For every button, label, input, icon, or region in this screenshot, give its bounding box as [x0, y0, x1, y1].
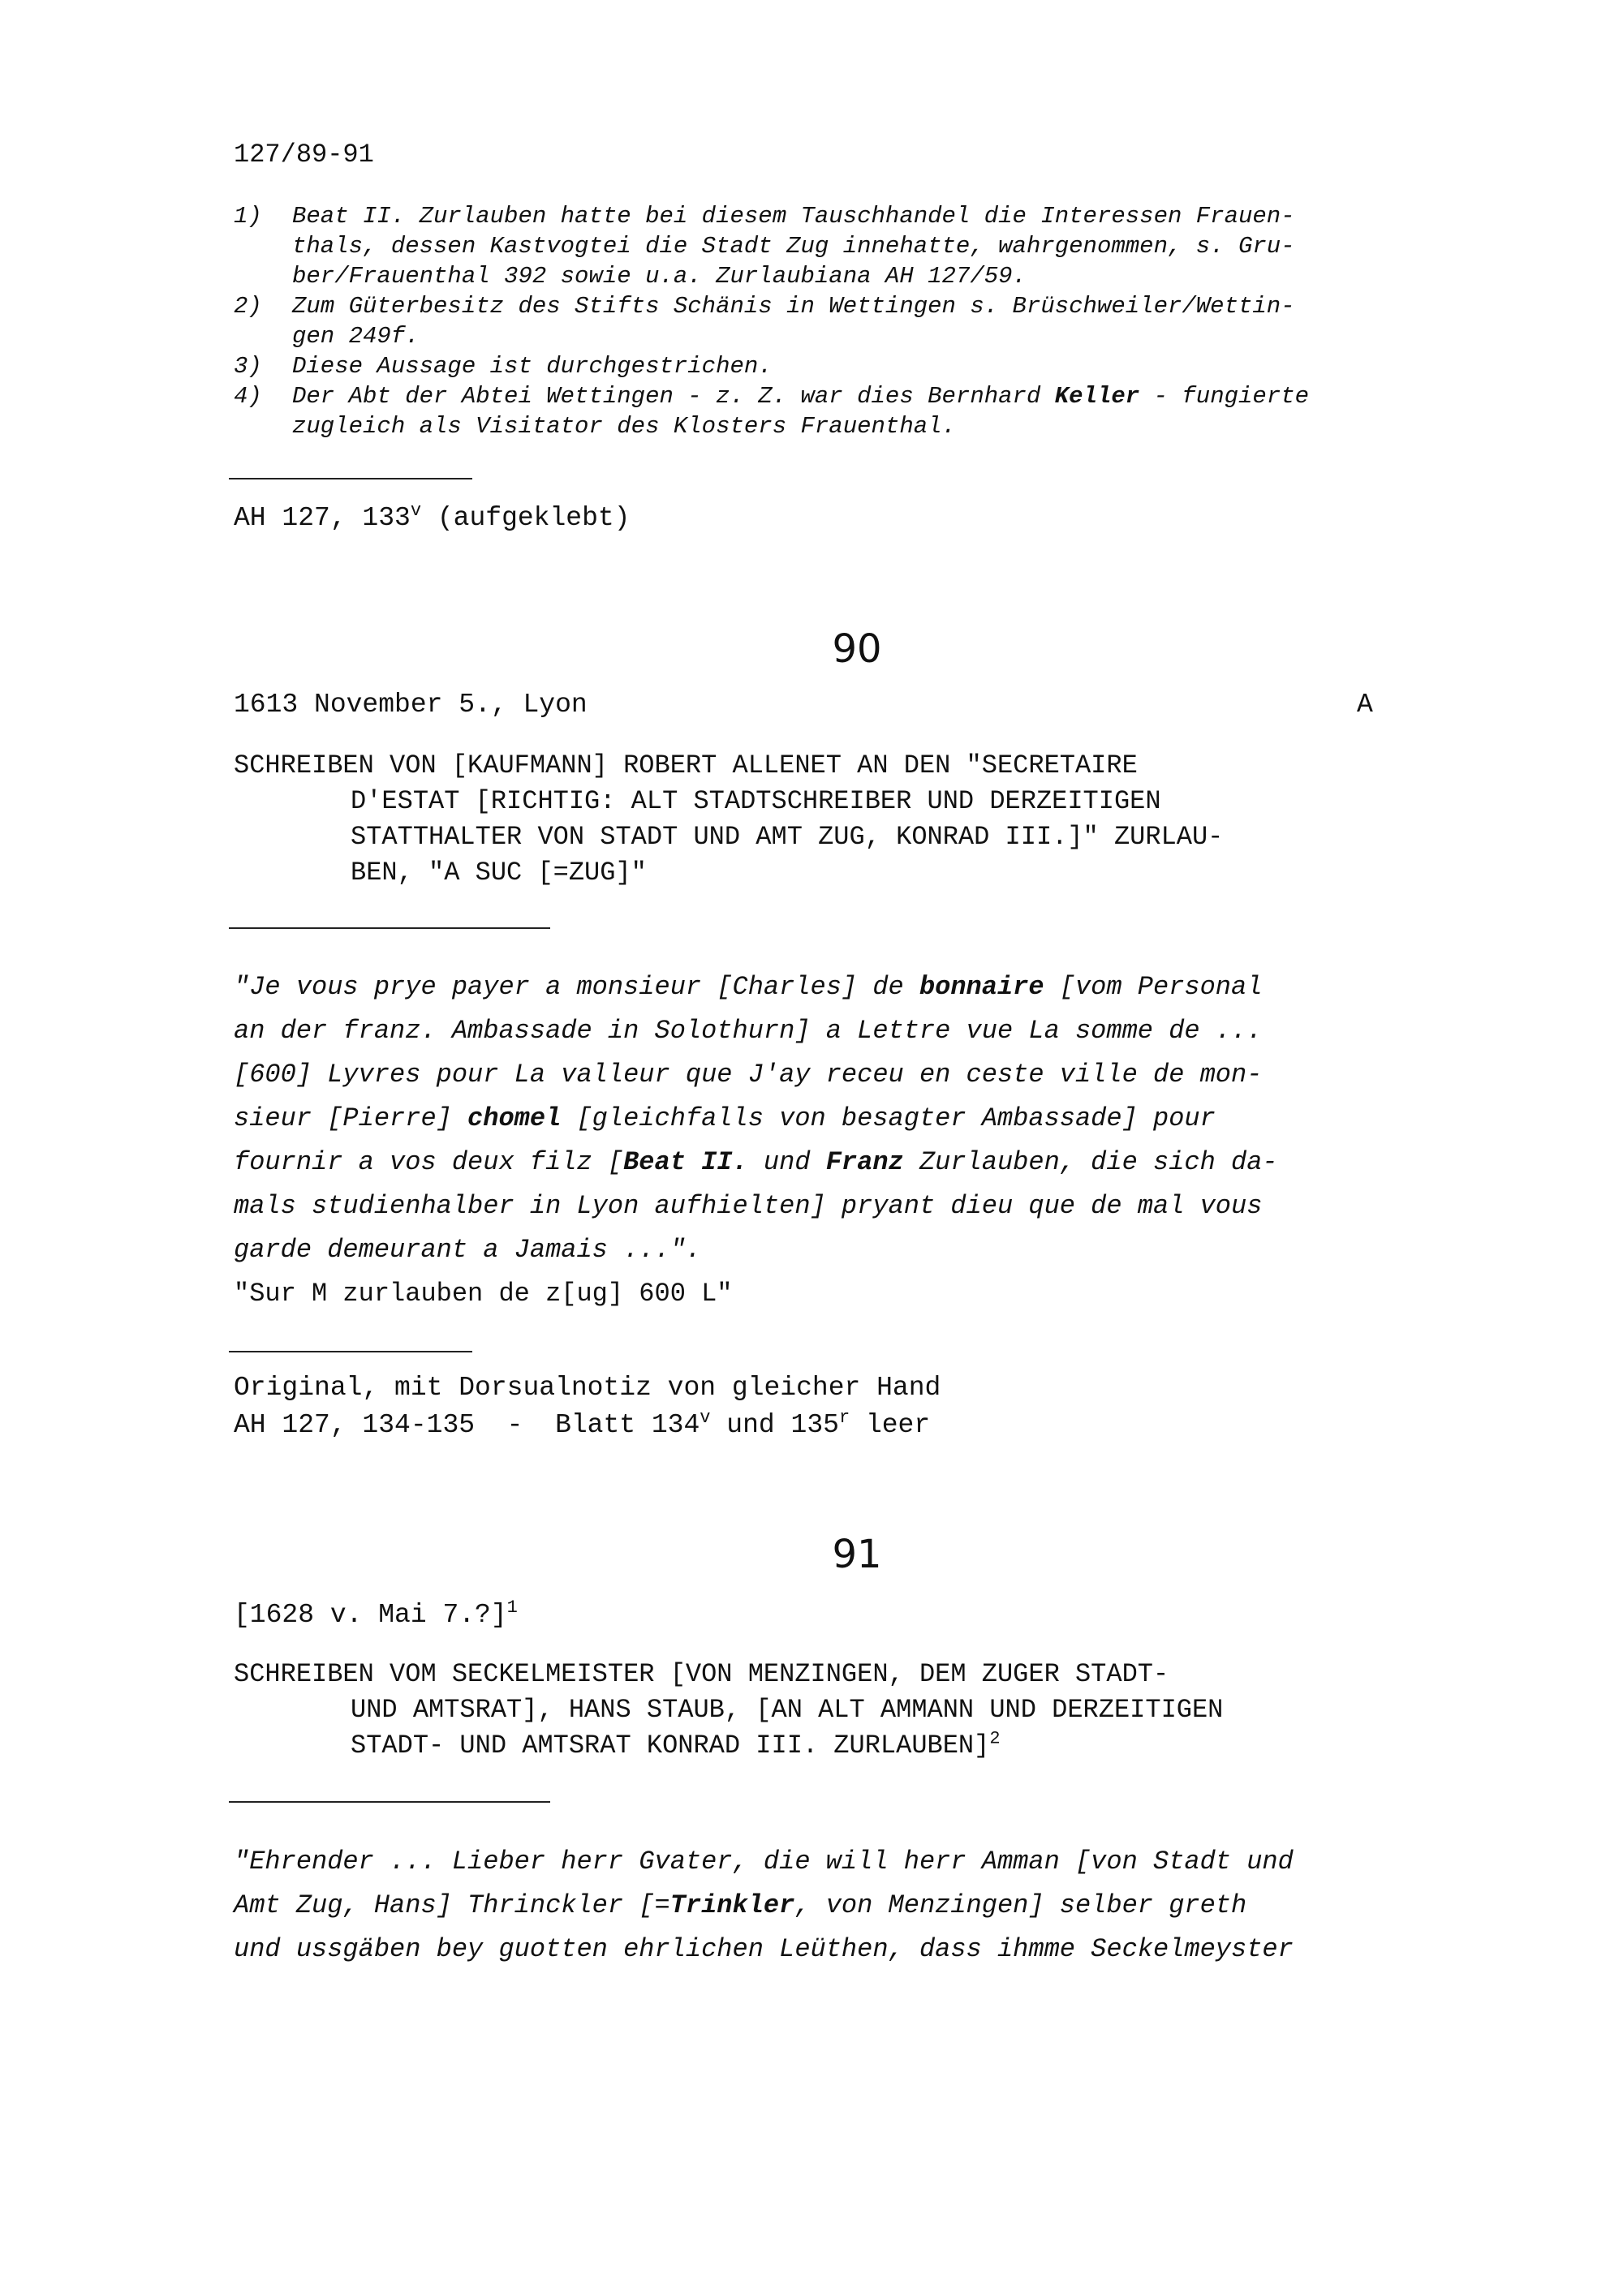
person-name: Beat II.	[623, 1147, 748, 1177]
quoted-text: "Ehrender ... Lieber herr Gvater, die will herr Amman [von Stadt und Amt Zug, Hans] Thrinckler [=Trinkler, von Menzingen] selber greth und ussgäben bey guotten ehrlichen Leüthen, dass ihmme Seckelmeyster	[234, 1847, 1294, 1964]
entry-marker: A	[1357, 690, 1373, 720]
footnotes	[234, 201, 1500, 441]
person-name: Franz	[825, 1147, 904, 1177]
person-name: chomel	[467, 1103, 562, 1133]
source-note: Original, mit Dorsualnotiz von gleicher Hand	[234, 1373, 941, 1403]
source-reference: AH 127, 134-135 - Blatt 134$^v$ und 135$^r$ leer	[234, 1408, 931, 1440]
footnote-4: 4) Der Abt der Abtei Wettingen - z. Z. war dies Bernhard Keller - fungierte zugleich als Visitator des Klosters Frauenthal.	[234, 383, 1310, 440]
footnote-3: 3) Diese Aussage ist durchgestrichen.	[234, 353, 773, 380]
entry-number: 91	[832, 1532, 882, 1577]
separator-rule	[229, 478, 472, 479]
separator-rule	[229, 927, 550, 929]
footnote-1: 1) Beat II. Zurlauben hatte bei diesem Tauschhandel die Interessen Frauen- thals, dessen Kastvogtei die Stadt Zug innehatte, wahrgenommen, s. Gru- ber/Frauenthal 392 sowie u.a. Zurlaubiana AH 127/59.	[234, 203, 1295, 290]
source-reference: AH 127, 133$^v$ (aufgeklebt)	[234, 501, 631, 533]
footnote-number: 2)	[234, 293, 262, 320]
person-name: bonnaire	[919, 972, 1044, 1002]
person-name: Keller	[1054, 383, 1140, 410]
entry-heading: SCHREIBEN VON [KAUFMANN] ROBERT ALLENET AN DEN "SECRETAIRE D'ESTAT [RICHTIG: ALT STADTSCHREIBER UND DERZEITIGEN STATTHALTER VON STADT UND AMT ZUG, KONRAD III.]" ZURLAU- BEN, "A SUC [=ZUG]"	[234, 750, 1224, 888]
person-name: Trinkler	[669, 1890, 795, 1920]
footnote-number: 1)	[234, 203, 262, 230]
separator-rule	[229, 1801, 550, 1803]
entry-date: 1613 November 5., Lyon	[234, 690, 588, 720]
separator-rule	[229, 1351, 472, 1352]
entry-number: 90	[832, 626, 882, 672]
entry-date: [1628 v. Mai 7.?]$^1$	[234, 1597, 518, 1630]
quoted-text: "Je vous prye payer a monsieur [Charles] de bonnaire [vom Personal an der franz. Ambassade in Solothurn] a Lettre vue La somme de ... [600] Lyvres pour La valleur que J'ay receu en ceste ville de mon- sieur [Pierre] chomel [gleichfalls von besagter Ambassade] pour fournir a vos deux filz [Beat II. und Franz Zurlauben, die sich da- mals studienhalber in Lyon aufhielten] pryant dieu que de mal vous garde demeurant a Jamais ...". "Sur M zurlauben de z[ug] 600 L"	[234, 972, 1278, 1309]
page-reference: 127/89-91	[234, 140, 374, 170]
entry-heading: SCHREIBEN VOM SECKELMEISTER [VON MENZINGEN, DEM ZUGER STADT- UND AMTSRAT], HANS STAUB, [AN ALT AMMANN UND DERZEITIGEN STADT- UND AMTSRAT KONRAD III. ZURLAUBEN]$^2$	[234, 1659, 1224, 1761]
footnote-number: 3)	[234, 353, 262, 380]
footnote-number: 4)	[234, 383, 262, 410]
footnote-2: 2) Zum Güterbesitz des Stifts Schänis in Wettingen s. Brüschweiler/Wettin- gen 249f.	[234, 293, 1295, 350]
